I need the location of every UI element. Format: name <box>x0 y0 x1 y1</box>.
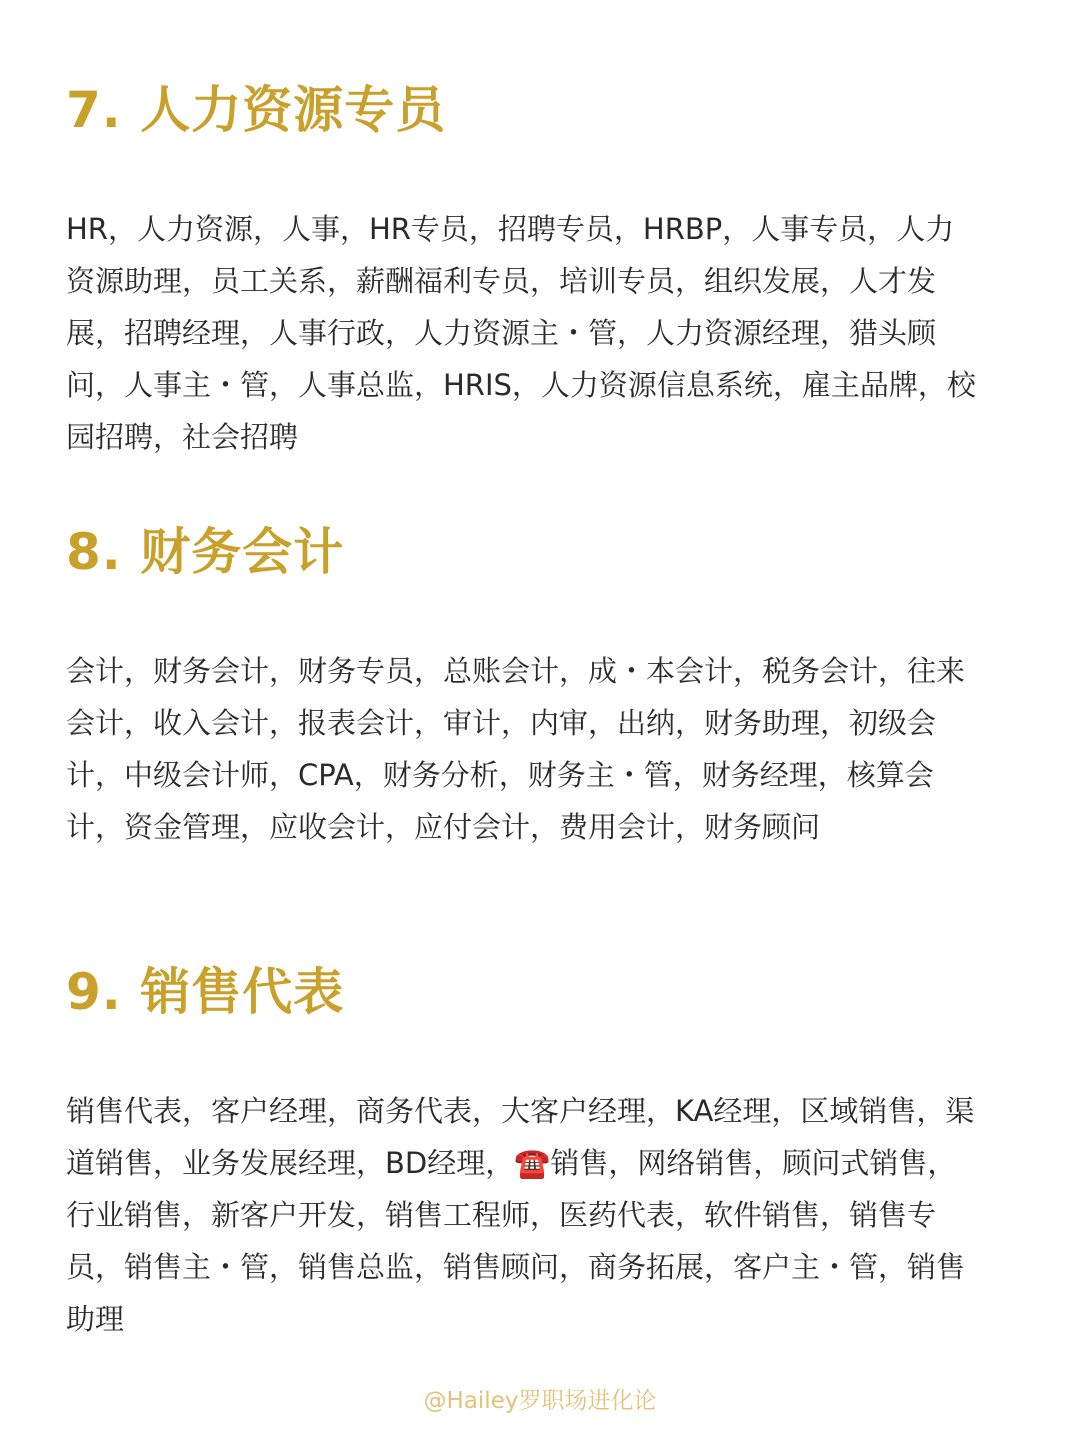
section-keywords-hr: HR，人力资源，人事，HR专员，招聘专员，HRBP，人事专员，人力资源助理，员工关系，薪酬福利专员，培训专员，组织发展，人才发展，招聘经理，人事行政，人力资源主・管，人力资源经理，猎头顾问，人事主・管，人事总监，HRIS，人力资源信息系统，雇主品牌，校园招聘，社会招聘 <box>66 212 976 454</box>
section-keywords-sales: 销售代表，客户经理，商务代表，大客户经理，KA经理，区域销售，渠道销售，业务发展经理，BD经理，☎️销售，网络销售，顾问式销售，行业销售，新客户开发，销售工程师，医药代表，软件销售，销售专员，销售主・管，销售总监，销售顾问，商务拓展，客户主・管，销售助理 <box>66 1094 975 1336</box>
section-title-sales: 9. 销售代表 <box>66 963 345 1021</box>
section-sales <box>66 962 978 1345</box>
section-title-finance: 8. 财务会计 <box>66 523 345 581</box>
section-keywords-finance: 会计，财务会计，财务专员，总账会计，成・本会计，税务会计，往来会计，收入会计，报表会计，审计，内审，出纳，财务助理，初级会计，中级会计师，CPA，财务分析，财务主・管，财务经理，核算会计，资金管理，应收会计，应付会计，费用会计，财务顾问 <box>66 654 966 844</box>
section-title-hr: 7. 人力资源专员 <box>66 81 447 139</box>
section-finance <box>66 522 978 853</box>
watermark: @Hailey罗职场进化论 <box>423 1388 657 1414</box>
section-hr <box>66 80 978 463</box>
